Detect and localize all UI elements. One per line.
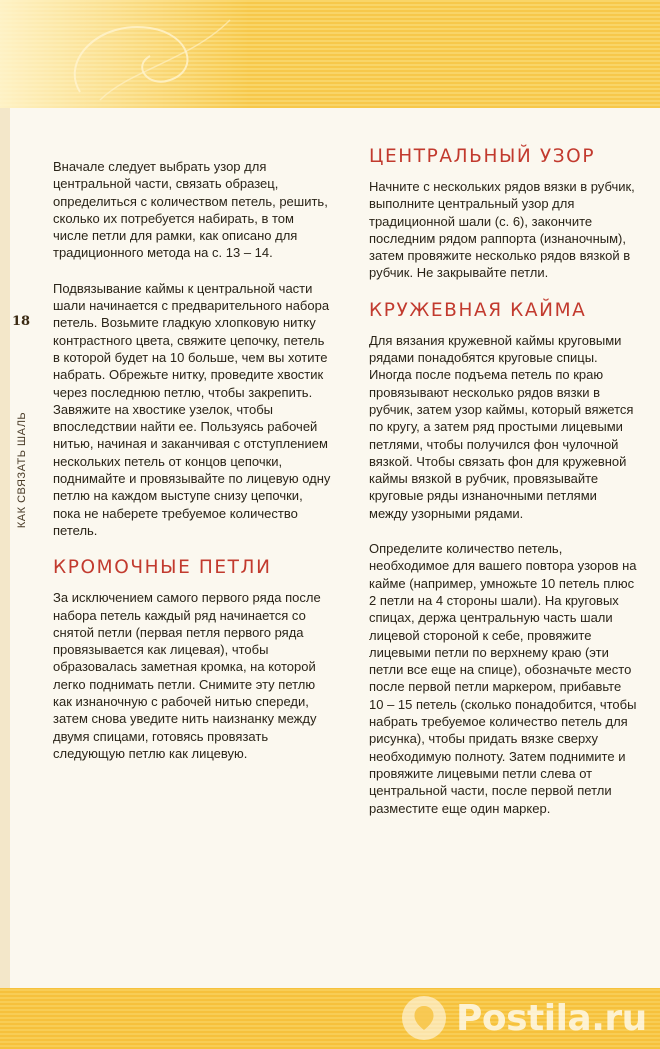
paragraph-central-pattern: Начните с нескольких рядов вязки в рубчик, выполните центральный узор для традиционной шали (с. 6), закончите последним рядом раппорта (изнаночным), затем провяжите несколько рядов вязкой в рубчик. Не закрывайте петли. bbox=[369, 179, 635, 281]
watermark bbox=[402, 992, 652, 1044]
swirl-ornament-icon bbox=[40, 0, 240, 108]
heading-lace-border: КРУЖЕВНАЯ КАЙМА bbox=[369, 299, 587, 321]
page-number: 18 bbox=[12, 314, 31, 329]
top-decorative-band bbox=[0, 0, 660, 108]
paragraph-cast-on: Подвязывание каймы к центральной части шали начинается с предварительного набора петель. Возьмите гладкую хлопковую нитку контрастного цвета, свяжите цепочку, петель в которой будет на 10 больше, чем вы хотите набрать. Обрежьте нитку, проведите хвостик через последнюю петлю, чтобы закрепить. Завяжите на хвостике узелок, чтобы впоследствии найти ее. Пользуясь рабочей нитью, начиная и заканчивая с отступлением нескольких петель от концов цепочки, поднимайте и провязывайте по лицевую одну петлю на каждом выступе снизу цепочки, пока не наберете требуемое количество петель. bbox=[53, 280, 331, 538]
heading-central-pattern: ЦЕНТРАЛЬНЫЙ УЗОР bbox=[369, 146, 596, 167]
running-head: КАК СВЯЗАТЬ ШАЛЬ bbox=[16, 411, 28, 529]
watermark-logo-icon bbox=[402, 996, 446, 1040]
right-column bbox=[369, 146, 637, 835]
paragraph-stitch-count: Определите количество петель, необходимое для вашего повтора узоров на кайме (например, умножьте 10 петель плюс 2 петли на 4 стороны шали). На круговых спицах, держа центральную часть шали лицевой стороной к себе, провяжите лицевыми петли по верхнему краю (эти петли все еще на спице), обозначьте место после первой петли маркером, прибавьте 10 – 15 петель (сколько понадобится, чтобы набрать требуемое количество петель для рисунка), чтобы придать вязке сверху необходимую полноту. Затем поднимите и провяжите лицевыми петли слева от центральной части, после первой петли разместите еще один маркер. bbox=[369, 541, 637, 816]
paragraph-lace-border: Для вязания кружевной каймы круговыми рядами понадобятся круговые спицы. Иногда после подъема петель по краю провязывают несколько рядов вязки в рубчик, затем узор каймы, который вяжется по кругу, а затем ряд простыми лицевыми петлями, чтобы получился фон чулочной вязкой. Чтобы связать фон для кружевной каймы вязкой в рубчик, провязывайте круговые ряды изнаночными петлями между узорными рядами. bbox=[369, 332, 634, 521]
watermark-text: Postila.ru bbox=[456, 997, 647, 1039]
paragraph-intro: Вначале следует выбрать узор для центральной части, связать образец, определиться с количеством петель, решить, сколько их потребуется набирать, в том числе петли для рамки, как описано для традиционного метода на с. 13 – 14. bbox=[53, 159, 328, 261]
side-margin-strip bbox=[0, 108, 10, 988]
left-column bbox=[53, 158, 331, 780]
paragraph-edge-stitches: За исключением самого первого ряда после набора петель каждый ряд начинается со снятой петли (первая петля первого ряда провязывается как лицевая), чтобы образовалась заметная кромка, на которой легко поднимать петли. Снимите эту петлю как изнаночную с рабочей нитью спереди, затем снова уведите нить наизнанку между двумя спицами, готовясь провязать следующую петлю как лицевую. bbox=[53, 590, 321, 761]
heading-edge-stitches: КРОМОЧНЫЕ ПЕТЛИ bbox=[53, 557, 272, 579]
